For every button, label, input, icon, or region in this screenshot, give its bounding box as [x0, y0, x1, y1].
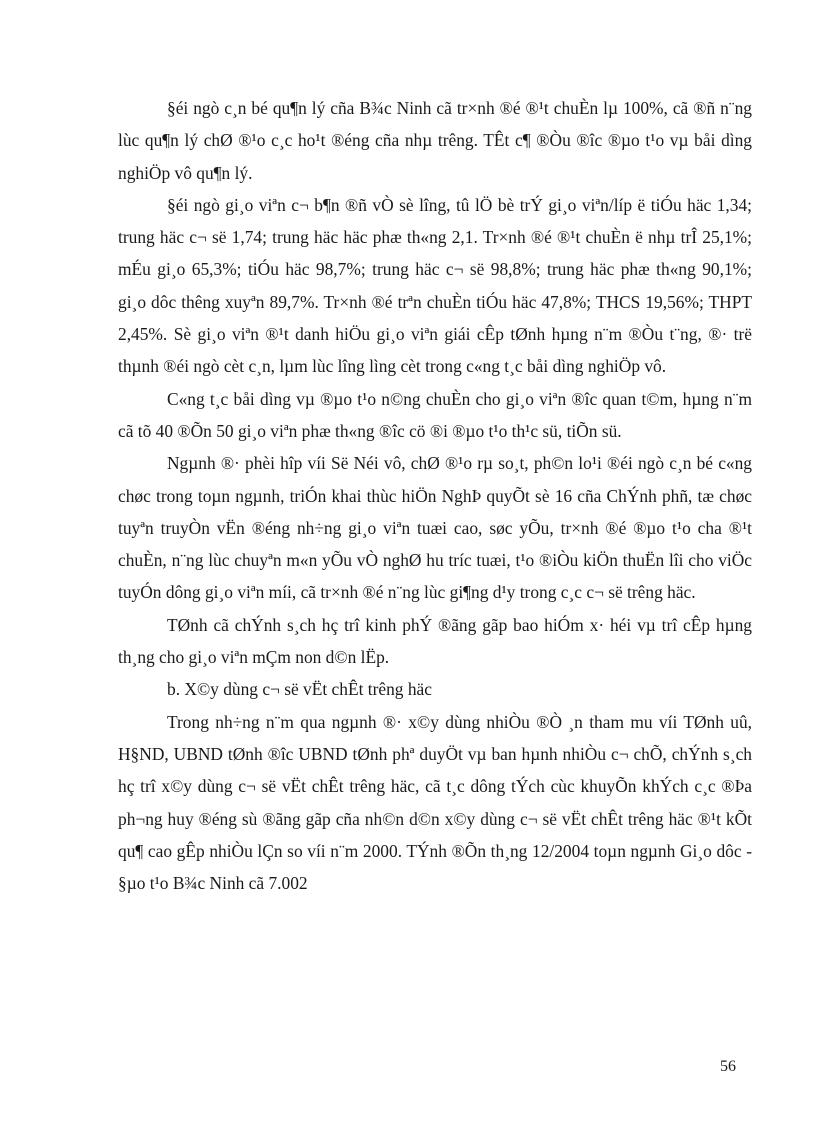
paragraph-policy: TØnh cã chÝnh s¸ch hç trî kinh phÝ ®ãng gãp bao hiÓm x· héi vµ trî cÊp hµng th¸ng cho gi¸o viªn mÇm non d©n lËp. — [118, 614, 752, 668]
paragraph-teacher-staff: §éi ngò gi¸o viªn c¬ b¶n ®ñ vÒ sè lîng, tû lÖ bè trÝ gi¸o viªn/líp ë tiÓu häc 1,34; trung häc c¬ së 1,74; trung häc häc phæ th«ng 2,1. Tr×nh ®é ®¹t chuÈn ë nhµ trÎ 25,1%; mÉu gi¸o 65,3%; tiÓu häc 98,7%; trung häc c¬ së 98,8%; trung häc phæ th«ng 90,1%; gi¸o dôc thêng xuyªn 89,7%. Tr×nh ®é trªn chuÈn tiÓu häc 47,8%; THCS 19,56%; THPT 2,45%. Sè gi¸o viªn ®¹t danh hiÖu gi¸o viªn giái cÊp tØnh hµng n¨m ®Òu t¨ng, ®· trë thµnh ®éi ngò cèt c¸n, lµm lùc lîng lìng cèt trong c«ng t¸c båi dìng nghiÖp vô. — [118, 194, 752, 377]
paragraph-training: C«ng t¸c båi dìng vµ ®µo t¹o n©ng chuÈn cho gi¸o viªn ®îc quan t©m, hµng n¨m cã tõ 40 ®Õn 50 gi¸o viªn phæ th«ng ®îc cö ®i ®µo t¹o th¹c sü, tiÕn sü. — [118, 388, 752, 441]
paragraph-coordination: Ngµnh ®· phèi hîp víi Së Néi vô, chØ ®¹o rµ so¸t, ph©n lo¹i ®éi ngò c¸n bé c«ng chøc trong toµn ngµnh, triÓn khai thùc hiÖn NghÞ quyÕt sè 16 cña ChÝnh phñ, tæ chøc tuyªn truyÒn vËn ®éng nh÷ng gi¸o viªn tuæi cao, søc yÕu, tr×nh ®é ®µo t¹o cha ®¹t chuÈn, n¨ng lùc chuyªn m«n yÕu vÒ nghØ hu tríc tuæi, t¹o ®iÒu kiÖn thuËn lîi cho viÖc tuyÓn dông gi¸o viªn míi, cã tr×nh ®é n¨ng lùc gi¶ng d¹y trong c¸c c¬ së trêng häc. — [118, 453, 752, 603]
paragraph-management-staff: §éi ngò c¸n bé qu¶n lý cña B¾c Ninh cã tr×nh ®é ®¹t chuÈn lµ 100%, cã ®ñ n¨ng lùc qu¶n lý chØ ®¹o c¸c ho¹t ®éng cña nhµ trêng. TÊt c¶ ®Òu ®îc ®µo t¹o vµ båi dìng nghiÖp vô qu¶n lý. — [118, 98, 752, 183]
paragraph-infrastructure: Trong nh÷ng n¨m qua ngµnh ®· x©y dùng nhiÒu ®Ò ¸n tham mu víi TØnh uû, H§ND, UBND tØnh ®îc UBND tØnh phª duyÖt vµ ban hµnh nhiÒu c¬ chÕ, chÝnh s¸ch hç trî x©y dùng c¬ së vËt chÊt trêng häc, cã t¸c dông tÝch cùc khuyÕn khÝch c¸c ®Þa ph¬ng huy ®éng sù ®ãng gãp cña nh©n d©n x©y dùng c¬ së vËt chÊt trêng häc ®¹t kÕt qu¶ cao gÊp nhiÒu lÇn so víi n¨m 2000. TÝnh ®Õn th¸ng 12/2004 toµn ngµnh Gi¸o dôc - §µo t¹o B¾c Ninh cã 7.002 — [118, 711, 752, 894]
section-heading: b. X©y dùng c¬ së vËt chÊt trêng häc — [167, 679, 432, 700]
page-number: 56 — [720, 1058, 736, 1075]
document-body — [118, 92, 752, 899]
